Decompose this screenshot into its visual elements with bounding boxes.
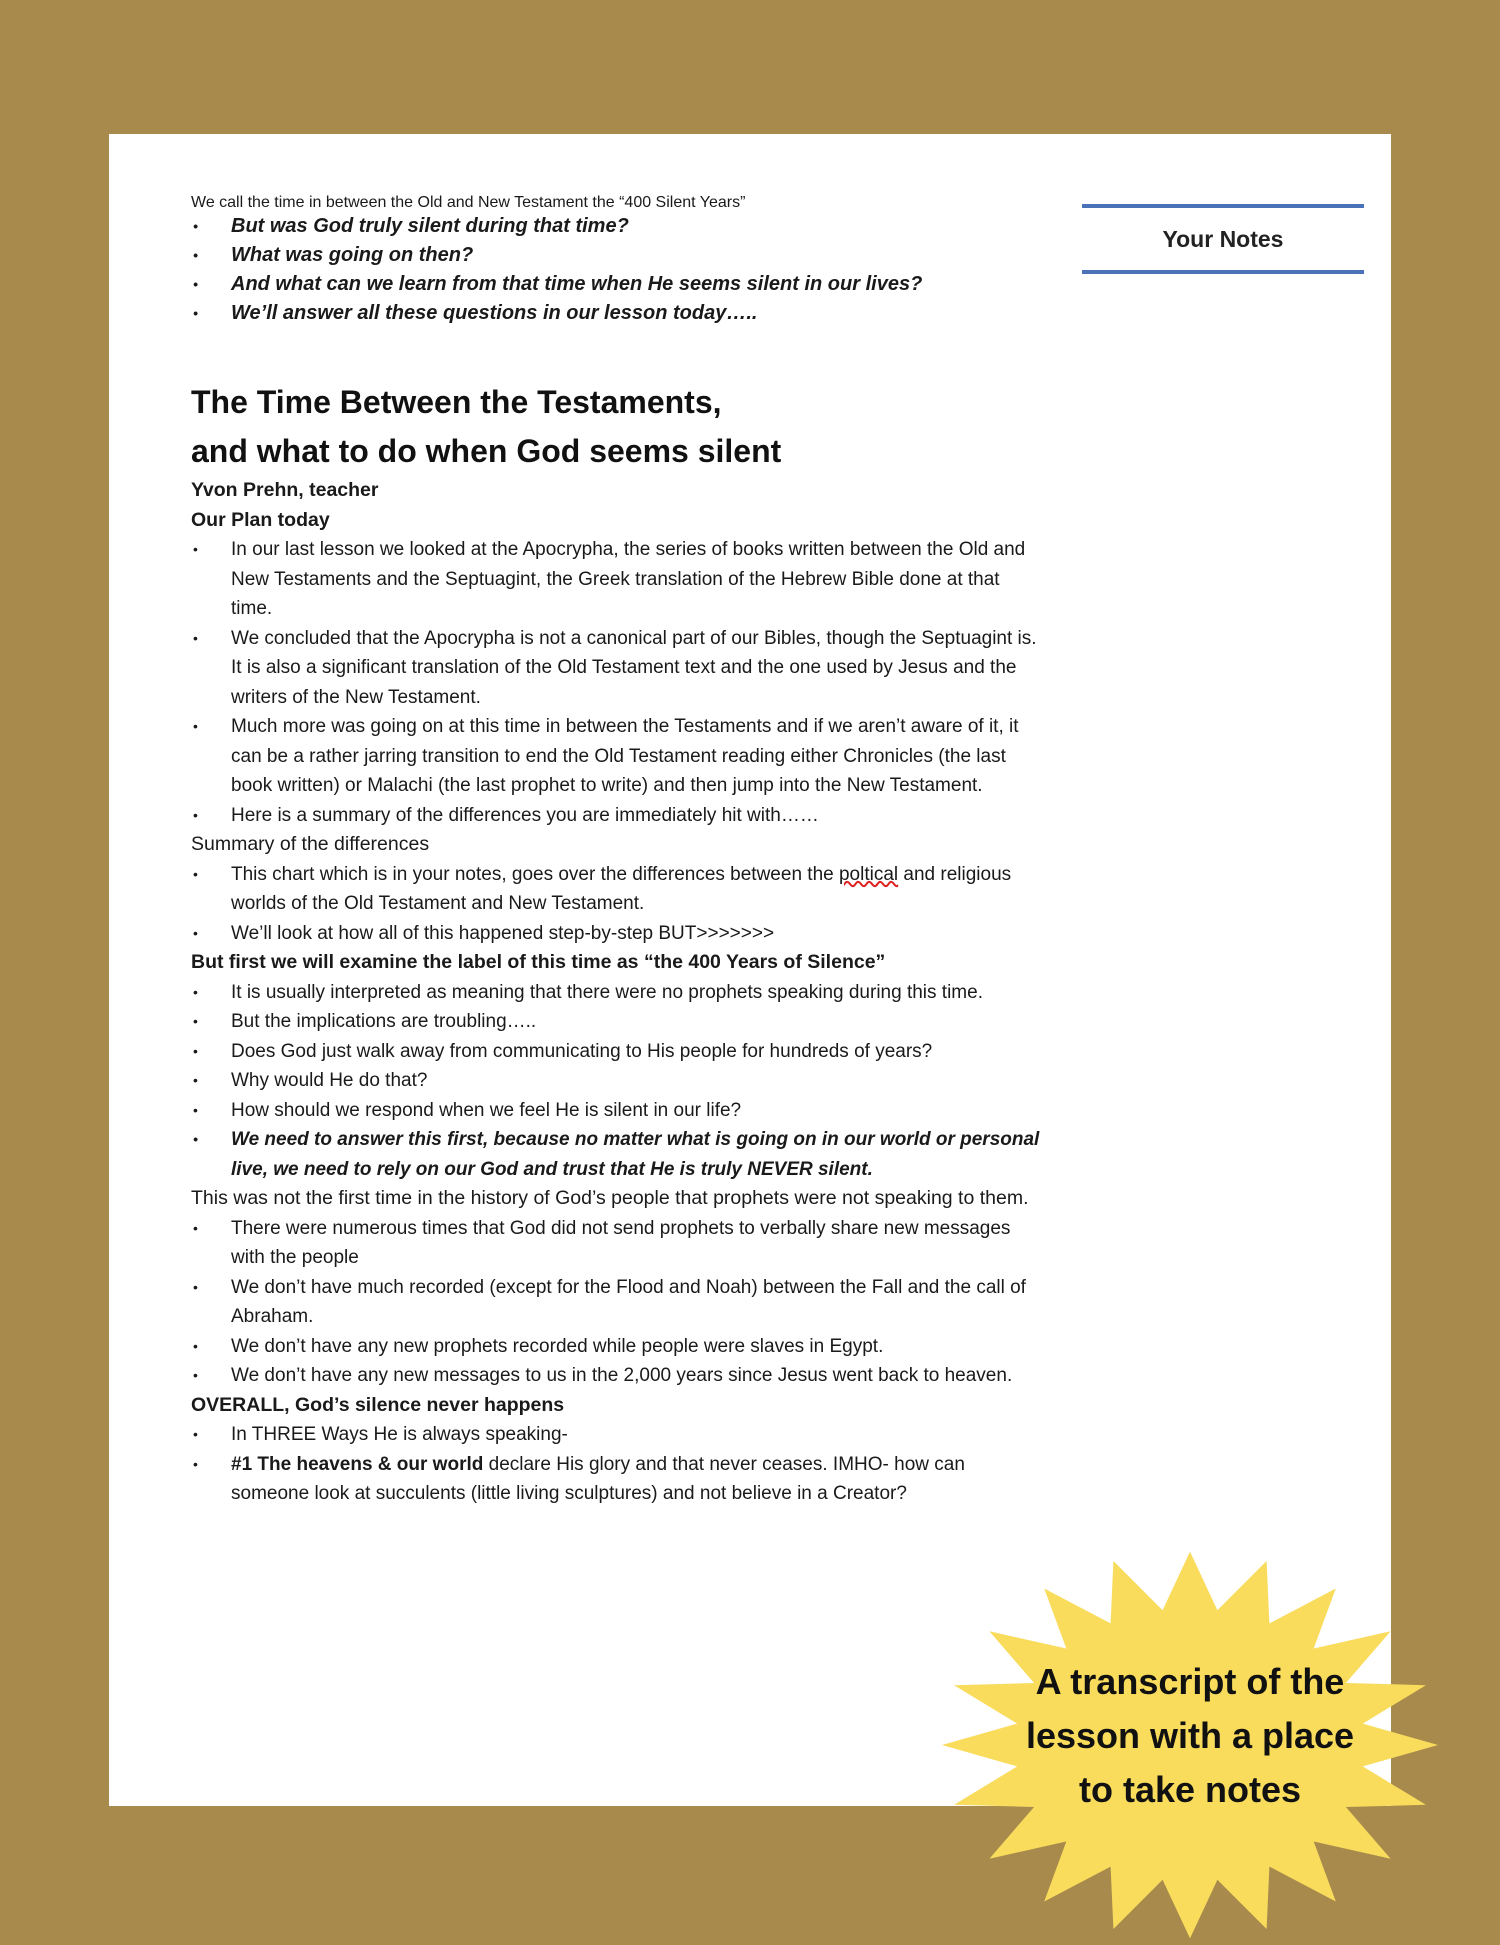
list-item: • Why would He do that? — [191, 1066, 1041, 1096]
history-paragraph: This was not the first time in the history of God’s people that prophets were not speaking to them. — [191, 1187, 1029, 1209]
list-item: • Does God just walk away from communicating to His people for hundreds of years? — [191, 1037, 1041, 1067]
list-item — [191, 1450, 1041, 1509]
list-item: • We don’t have any new messages to us in the 2,000 years since Jesus went back to heaven. — [191, 1361, 1041, 1391]
history-list — [191, 1214, 1041, 1391]
list-item-emphasis: • We need to answer this first, because no matter what is going on in our world or personal live, we need to rely on our God and trust that He is truly NEVER silent. — [191, 1125, 1041, 1184]
intro-question: • And what can we learn from that time when He seems silent in our lives? — [191, 270, 1041, 299]
list-item: • In our last lesson we looked at the Apocrypha, the series of books written between the Old and New Testaments and the Septuagint, the Greek translation of the Hebrew Bible done at that time. — [191, 535, 1041, 624]
transcript-content — [191, 194, 1041, 1509]
overall-list — [191, 1420, 1041, 1509]
teacher-name: Yvon Prehn, teacher — [191, 479, 379, 501]
intro-question: • But was God truly silent during that time? — [191, 212, 1041, 241]
list-item: • We concluded that the Apocrypha is not a canonical part of our Bibles, though the Septuagint is. It is also a significant translation of the Old Testament text and the one used by Jesus and the writers of the New Testament. — [191, 624, 1041, 713]
label-heading: But first we will examine the label of this time as “the 400 Years of Silence” — [191, 951, 886, 973]
starburst-callout — [940, 1545, 1440, 1945]
label-list — [191, 978, 1041, 1185]
notes-label: Your Notes — [1162, 226, 1284, 252]
summary-heading: Summary of the differences — [191, 833, 430, 855]
list-item: • There were numerous times that God did not send prophets to verbally share new messages with the people — [191, 1214, 1041, 1273]
list-item: • How should we respond when we feel He is silent in our life? — [191, 1096, 1041, 1126]
summary-list — [191, 860, 1041, 949]
list-item: • It is usually interpreted as meaning that there were no prophets speaking during this time. — [191, 978, 1041, 1008]
plan-list — [191, 535, 1041, 830]
summary-text-b: and religious worlds of the Old Testament and New Testament. — [231, 863, 1012, 914]
callout-line-3: to take notes — [1078, 1769, 1302, 1810]
list-item: • Much more was going on at this time in between the Testaments and if we aren’t aware of it, it can be a rather jarring transition to end the Old Testament reading either Chronicles (the last book written) or Malachi (the last prophet to write) and then jump into the New Testament. — [191, 712, 1041, 801]
title-line-2: and what to do when God seems silent — [191, 433, 782, 469]
notes-rule-bottom — [1082, 270, 1364, 274]
notes-panel — [1082, 204, 1364, 274]
intro-lead: We call the time in between the Old and New Testament the “400 Silent Years” — [191, 194, 746, 211]
list-item: • We don’t have much recorded (except for the Flood and Noah) between the Fall and the call of Abraham. — [191, 1273, 1041, 1332]
callout-text — [970, 1655, 1410, 1817]
overall-rest: declare His glory and that never ceases. IMHO- how can someone look at succulents (little living sculptures) and not believe in a Creator? — [231, 1453, 965, 1504]
list-item: • We don’t have any new prophets recorded while people were slaves in Egypt. — [191, 1332, 1041, 1362]
intro-questions — [191, 212, 1041, 328]
misspelled-word[interactable]: poltical — [838, 863, 899, 885]
lesson-title — [191, 378, 1041, 476]
plan-heading: Our Plan today — [191, 508, 330, 531]
overall-bold: #1 The heavens & our world — [231, 1453, 484, 1475]
list-item: • But the implications are troubling….. — [191, 1007, 1041, 1037]
intro-question: • We’ll answer all these questions in our lesson today….. — [191, 299, 1041, 328]
list-item: • We’ll look at how all of this happened step-by-step BUT>>>>>>> — [191, 919, 1041, 949]
callout-line-2: lesson with a place — [1025, 1715, 1355, 1756]
title-line-1: The Time Between the Testaments, — [191, 384, 722, 420]
list-item: • In THREE Ways He is always speaking- — [191, 1420, 1041, 1450]
overall-heading: OVERALL, God’s silence never happens — [191, 1393, 565, 1416]
list-item: • Here is a summary of the differences you are immediately hit with…… — [191, 801, 1041, 831]
intro-question: • What was going on then? — [191, 241, 1041, 270]
callout-line-1: A transcript of the — [1035, 1661, 1345, 1702]
summary-text-a: This chart which is in your notes, goes over the differences between the — [231, 863, 839, 885]
list-item — [191, 860, 1041, 919]
